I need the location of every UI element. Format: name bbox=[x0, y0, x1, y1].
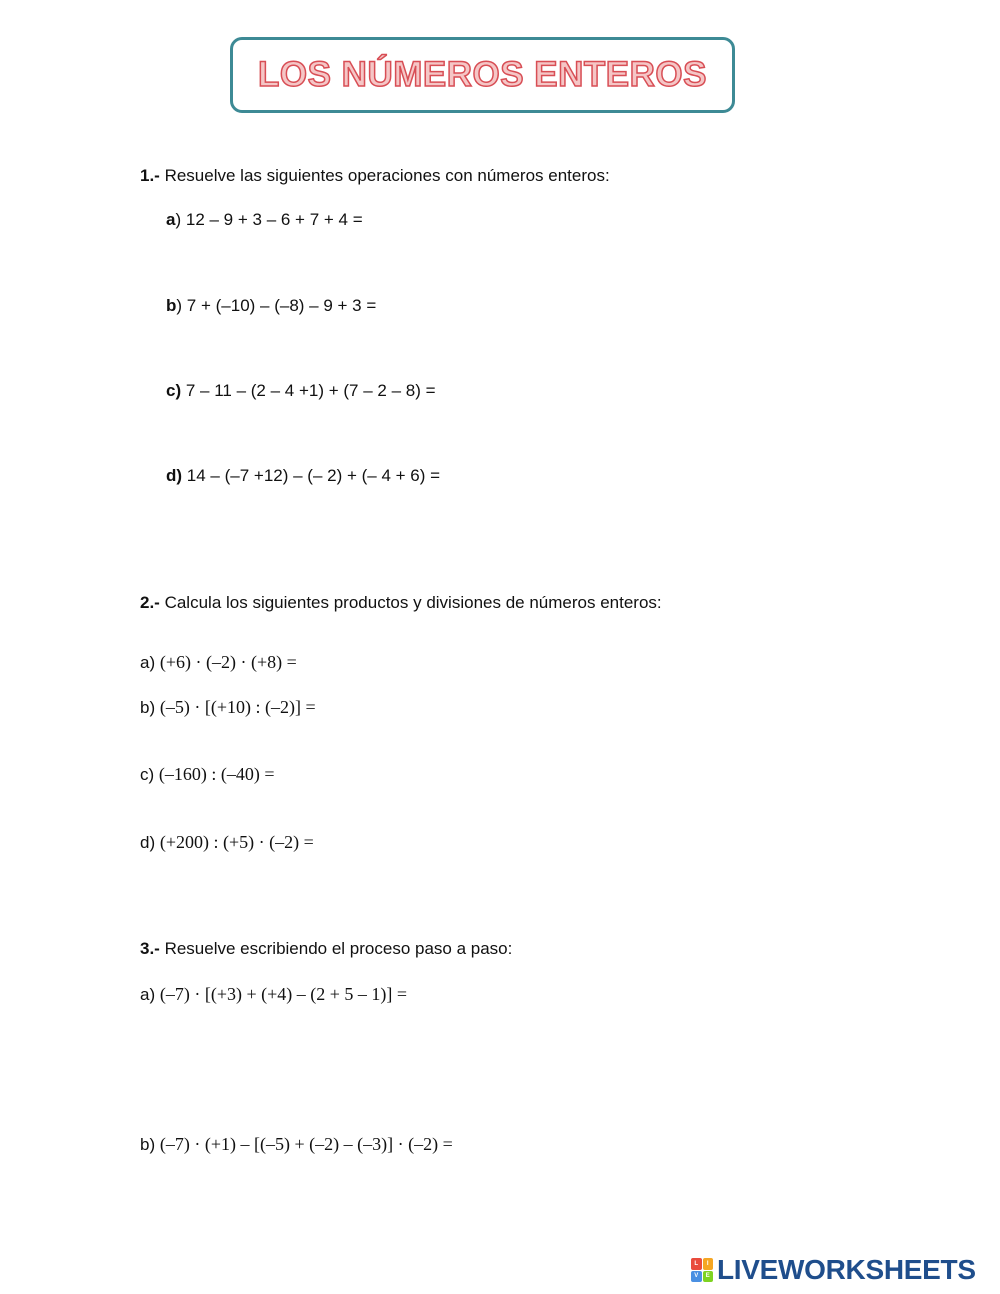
liveworksheets-icon: L I V E bbox=[691, 1258, 713, 1282]
exercise-2-instruction: Calcula los siguientes productos y divisiones de números enteros: bbox=[164, 593, 662, 612]
item-label: c) bbox=[140, 765, 155, 784]
item-expression: 12 – 9 + 3 – 6 + 7 + 4 = bbox=[185, 210, 363, 229]
item-label: a) bbox=[140, 985, 156, 1004]
exercise-3-number: 3.- bbox=[140, 939, 160, 958]
exercise-1-heading bbox=[140, 166, 610, 186]
exercise-1a: a) 12 – 9 + 3 – 6 + 7 + 4 = bbox=[166, 210, 363, 229]
exercise-1d bbox=[166, 466, 440, 486]
item-label: c) bbox=[166, 381, 182, 400]
exercise-3-instruction: Resuelve escribiendo el proceso paso a paso: bbox=[164, 939, 513, 958]
title-banner bbox=[230, 37, 735, 113]
item-label: b bbox=[166, 296, 177, 315]
item-expression: (–160) : (–40) = bbox=[158, 764, 275, 784]
exercise-3b bbox=[140, 1134, 453, 1155]
exercise-2d bbox=[140, 832, 314, 853]
exercise-1b: b) 7 + (–10) – (–8) – 9 + 3 = bbox=[166, 296, 377, 315]
item-label: a) bbox=[140, 653, 156, 672]
exercise-2c bbox=[140, 764, 275, 785]
item-label: a bbox=[166, 210, 176, 229]
item-expression: (–7) · (+1) – [(–5) + (–2) – (–3)] · (–2) = bbox=[159, 1134, 453, 1154]
liveworksheets-logo bbox=[691, 1255, 976, 1285]
item-expression: 14 – (–7 +12) – (– 2) + (– 4 + 6) = bbox=[186, 466, 441, 485]
item-expression: 7 – 11 – (2 – 4 +1) + (7 – 2 – 8) = bbox=[185, 381, 436, 400]
exercise-2a bbox=[140, 652, 297, 673]
item-label: d) bbox=[140, 833, 156, 852]
exercise-2b bbox=[140, 697, 316, 718]
exercise-1-number: 1.- bbox=[140, 166, 160, 185]
item-expression: (+200) : (+5) · (–2) = bbox=[159, 832, 314, 852]
item-expression: (+6) · (–2) · (+8) = bbox=[159, 652, 297, 672]
item-expression: (–5) · [(+10) : (–2)] = bbox=[159, 697, 316, 717]
exercise-2-heading bbox=[140, 593, 662, 613]
item-expression: 7 + (–10) – (–8) – 9 + 3 = bbox=[186, 296, 377, 315]
item-label: d) bbox=[166, 466, 183, 485]
logo-text: LIVEWORKSHEETS bbox=[717, 1254, 976, 1285]
exercise-3-heading bbox=[140, 939, 512, 959]
item-label: b) bbox=[140, 698, 156, 717]
exercise-2-number: 2.- bbox=[140, 593, 160, 612]
exercise-3a bbox=[140, 984, 407, 1005]
exercise-1-instruction: Resuelve las siguientes operaciones con números enteros: bbox=[164, 166, 610, 185]
item-label: b) bbox=[140, 1135, 156, 1154]
exercise-1c bbox=[166, 381, 436, 401]
item-expression: (–7) · [(+3) + (+4) – (2 + 5 – 1)] = bbox=[159, 984, 408, 1004]
page-title: LOS NÚMEROS ENTEROS bbox=[258, 55, 707, 94]
